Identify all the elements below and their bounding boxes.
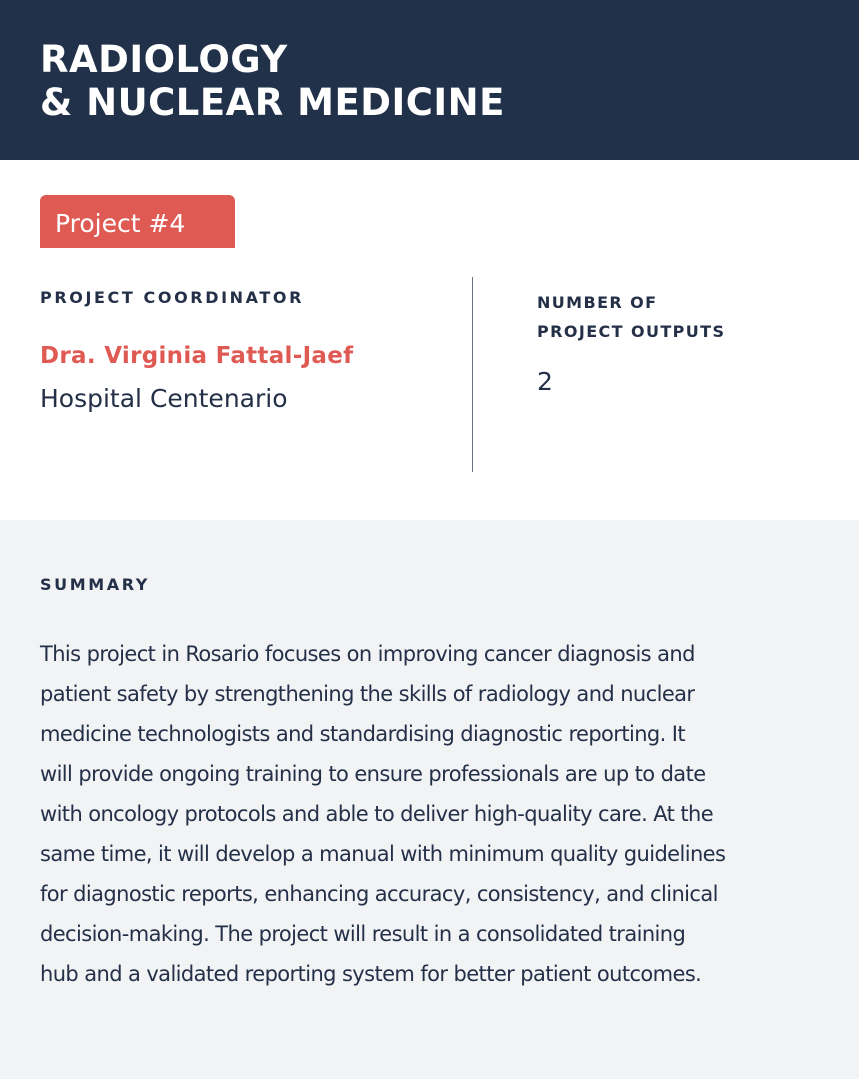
page-title	[40, 38, 505, 124]
summary-line: medicine technologists and standardising diagnostic reporting. It	[40, 722, 686, 746]
project-badge: Project #4	[40, 195, 235, 248]
summary-line: decision-making. The project will result in a consolidated training	[40, 922, 686, 946]
summary-line: hub and a validated reporting system for better patient outcomes.	[40, 962, 702, 986]
summary-line: This project in Rosario focuses on improving cancer diagnosis and	[40, 642, 695, 666]
summary-text	[40, 634, 830, 994]
coordinator-label: PROJECT COORDINATOR	[40, 288, 305, 307]
page-title-line: RADIOLOGY	[40, 38, 288, 81]
page-title-line: & NUCLEAR MEDICINE	[40, 81, 505, 124]
outputs-label-line: PROJECT OUTPUTS	[537, 322, 726, 341]
summary-label: SUMMARY	[40, 575, 150, 594]
column-divider	[472, 277, 473, 472]
summary-section	[0, 520, 859, 1079]
summary-line: patient safety by strengthening the skills of radiology and nuclear	[40, 682, 695, 706]
summary-line: with oncology protocols and able to deliver high-quality care. At the	[40, 802, 714, 826]
project-info-section	[0, 160, 859, 520]
outputs-value: 2	[537, 367, 553, 396]
outputs-label-line: NUMBER OF	[537, 293, 658, 312]
outputs-label	[537, 288, 837, 346]
summary-line: for diagnostic reports, enhancing accuracy, consistency, and clinical	[40, 882, 718, 906]
coordinator-institution: Hospital Centenario	[40, 384, 288, 413]
summary-line: will provide ongoing training to ensure professionals are up to date	[40, 762, 706, 786]
coordinator-name: Dra. Virginia Fattal-Jaef	[40, 343, 354, 369]
page-header	[0, 0, 859, 160]
summary-line: same time, it will develop a manual with minimum quality guidelines	[40, 842, 726, 866]
